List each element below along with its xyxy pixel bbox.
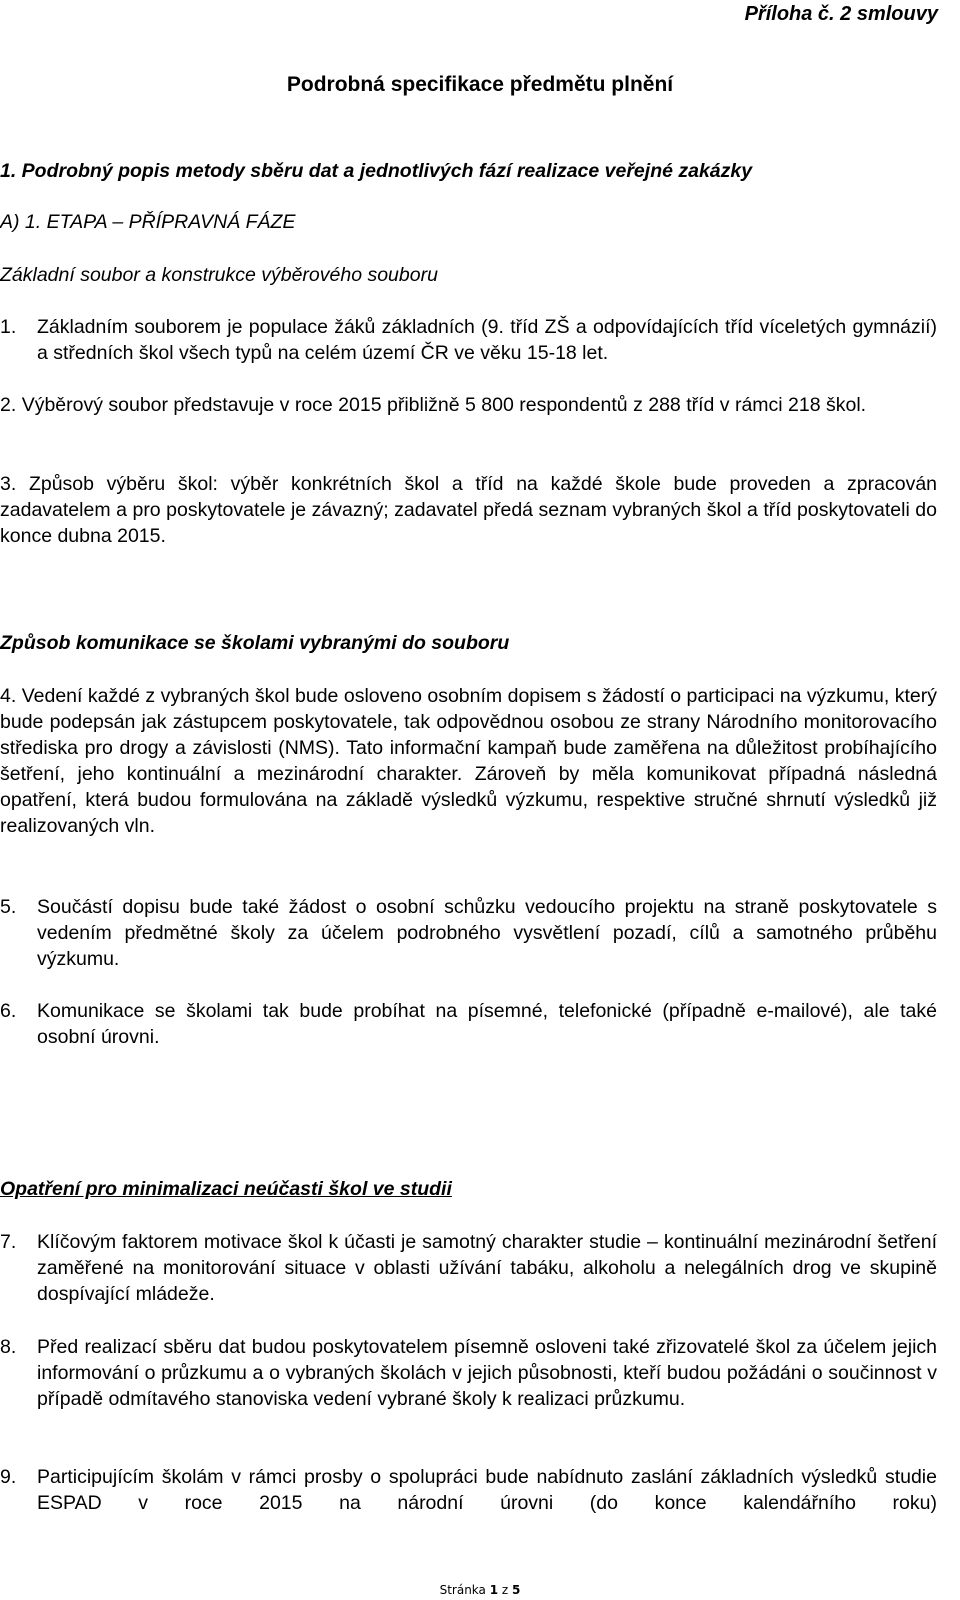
item-text: Součástí dopisu bude také žádost o osobní schůzku vedoucího projektu na straně poskytovatele s vedením předmětné školy za účelem podrobného vysvětlení pozadí, cílů a samotného průběhu výzkumu. xyxy=(37,896,937,970)
item-number: 2. xyxy=(0,394,17,416)
document-title: Podrobná specifikace předmětu plnění xyxy=(286,73,674,96)
subsection-heading-sample: Základní soubor a konstrukce výběrového souboru xyxy=(0,264,438,286)
footer-page-of: z xyxy=(501,1583,509,1597)
stage-heading: A) 1. ETAPA – PŘÍPRAVNÁ FÁZE xyxy=(0,211,296,233)
item-text: Před realizací sběru dat budou poskytovatelem písemně osloveni také zřizovatelé škol za účelem jejich informování o průzkumu a o vybraných školách v jejich působnosti, kteří budou požádáni o součinnost v případě odmítavého stanoviska vedení vybrané školy k realizaci průzkumu. xyxy=(37,1336,937,1410)
annex-label: Příloha č. 2 smlouvy xyxy=(744,3,938,25)
item-number: 8. xyxy=(0,1336,17,1358)
item-text: Participujícím školám v rámci prosby o spolupráci bude nabídnuto zaslání základních výsledků studie ESPAD v roce 2015 na národní úrovni (do konce kalendářního roku) xyxy=(37,1466,937,1514)
list-item xyxy=(0,314,937,366)
list-item xyxy=(0,683,937,839)
list-item xyxy=(0,894,937,972)
subsection-heading-communication: Způsob komunikace se školami vybranými do souboru xyxy=(0,632,510,654)
page-footer xyxy=(0,1583,960,1597)
list-item xyxy=(0,1229,937,1307)
item-text: Výběrový soubor představuje v roce 2015 přibližně 5 800 respondentů z 288 tříd v rámci 218 škol. xyxy=(21,394,867,416)
item-text: Způsob výběru škol: výběr konkrétních škol a tříd na každé škole bude proveden a zpracován zadavatelem a pro poskytovatele je závazný; zadavatel předá seznam vybraných škol a tříd poskytovateli do konce dubna 2015. xyxy=(0,473,938,547)
footer-page-current: 1 xyxy=(489,1583,499,1597)
item-text: Klíčovým faktorem motivace škol k účasti je samotný charakter studie – kontinuální mezinárodní šetření zaměřené na monitorování situace v oblasti užívání tabáku, alkoholu a nelegálních drog ve skupině dospívající mládeže. xyxy=(37,1231,937,1305)
list-item xyxy=(0,471,937,549)
item-number: 9. xyxy=(0,1466,17,1488)
list-item xyxy=(0,1464,937,1516)
item-text: Základním souborem je populace žáků základních (9. tříd ZŠ a odpovídajících tříd víceletých gymnázií) a středních škol všech typů na celém území ČR ve věku 15-18 let. xyxy=(37,316,937,364)
item-number: 1. xyxy=(0,316,17,338)
item-number: 5. xyxy=(0,896,17,918)
item-number: 4. xyxy=(0,685,17,707)
section-heading: 1. Podrobný popis metody sběru dat a jednotlivých fází realizace veřejné zakázky xyxy=(0,160,753,182)
list-item xyxy=(0,392,937,418)
item-number: 6. xyxy=(0,1000,17,1022)
subsection-heading-nonparticipation: Opatření pro minimalizaci neúčasti škol ve studii xyxy=(0,1178,452,1200)
item-text: Komunikace se školami tak bude probíhat na písemné, telefonické (případně e-mailové), ale také osobní úrovni. xyxy=(37,1000,937,1048)
footer-page-total: 5 xyxy=(512,1583,521,1597)
item-text: Vedení každé z vybraných škol bude osloveno osobním dopisem s žádostí o participaci na výzkumu, který bude podepsán jak zástupcem poskytovatele, tak odpovědnou osobou ze strany Národního monitorovacího střediska pro drogy a závislosti (NMS). Tato informační kampaň bude zaměřena na důležitost probíhajícího šetření, jeho kontinuální a mezinárodní charakter. Zároveň by měla komunikovat případná následná opatření, která budou formulována na základě výsledků výzkumu, respektive stručné shrnutí výsledků již realizovaných vln. xyxy=(0,685,937,837)
item-number: 7. xyxy=(0,1231,17,1253)
list-item xyxy=(0,1334,937,1412)
item-number: 3. xyxy=(0,473,17,495)
list-item xyxy=(0,998,937,1050)
footer-page-word: Stránka xyxy=(439,1583,486,1597)
